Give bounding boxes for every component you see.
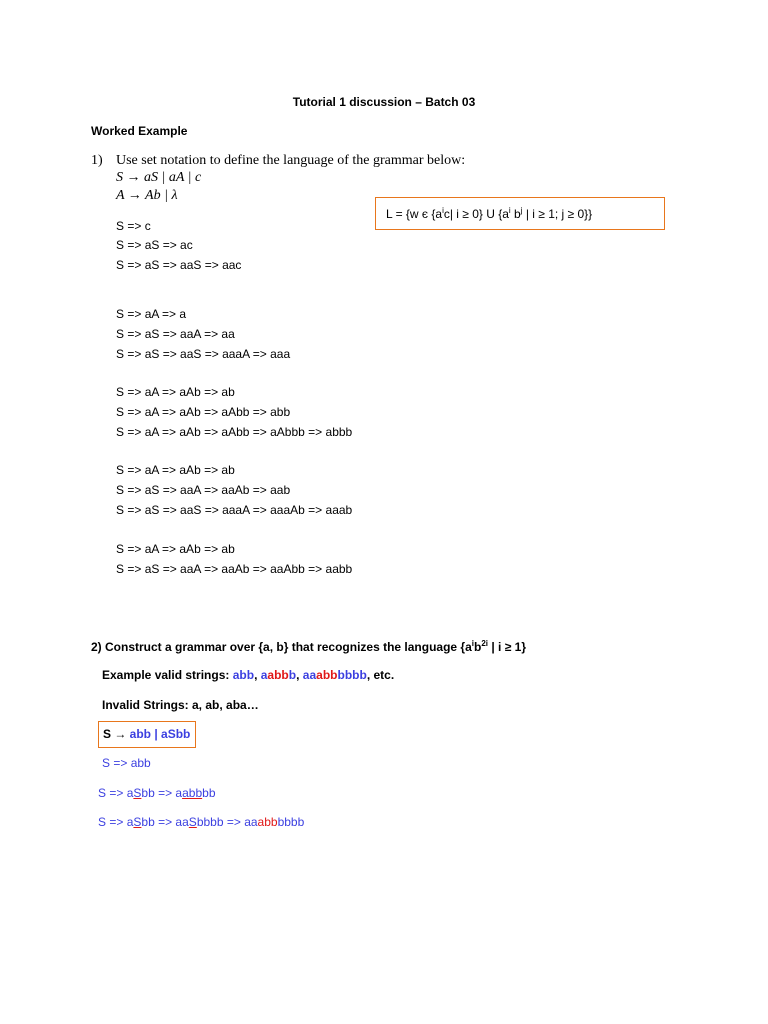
derivation-line: S => aS => aaA => aa bbox=[116, 327, 235, 341]
derivation-line: S => aA => a bbox=[116, 307, 187, 321]
q1-number: 1) bbox=[91, 153, 103, 168]
derivation-line: S => c bbox=[116, 219, 151, 233]
derivation-line: S => aS => ac bbox=[116, 238, 193, 252]
derivation-line: S => aS => aaS => aaaA => aaa bbox=[116, 347, 291, 361]
page-title: Tutorial 1 discussion – Batch 03 bbox=[292, 95, 476, 109]
q2-derivation-2: S => aSbb => aabbbb bbox=[98, 786, 216, 800]
grammar-rule-a: A → Ab | λ bbox=[116, 188, 178, 203]
grammar-answer-box bbox=[98, 721, 196, 748]
q2-derivation-3: S => aSbb => aaSbbbb => aaabbbbbb bbox=[98, 815, 305, 829]
derivation-line: S => aA => aAb => ab bbox=[116, 385, 235, 399]
valid-string-1: abb bbox=[232, 668, 255, 682]
valid-strings-line: Example valid strings: abb, aabbb, aaabbbbbb, etc. bbox=[102, 668, 395, 682]
invalid-strings-line: Invalid Strings: a, ab, aba… bbox=[102, 698, 259, 712]
derivation-line: S => aS => aaS => aaaA => aaaAb => aaab bbox=[116, 503, 353, 517]
derivation-line: S => aS => aaS => aac bbox=[116, 258, 242, 272]
q2-derivation-1: S => abb bbox=[102, 756, 151, 770]
derivation-line: S => aA => aAb => ab bbox=[116, 463, 235, 477]
derivation-line: S => aA => aAb => aAbb => abb bbox=[116, 405, 291, 419]
language-answer: L = {w є {$a^ic|$ i ≥ 0} U {$a^i$ $b^j$ | i ≥ 1; j ≥ 0}} bbox=[386, 206, 593, 221]
grammar-rule-s: S → aS | aA | c bbox=[116, 170, 202, 185]
q2-prompt: 2) Construct a grammar over {a, b} that recognizes the language {$a^ib^{2i}$ | i ≥ 1} bbox=[91, 639, 526, 654]
language-answer-box bbox=[375, 197, 665, 230]
grammar-answer: S → abb | aSbb bbox=[103, 727, 191, 741]
q1-prompt: Use set notation to define the language of the grammar below: bbox=[116, 153, 466, 168]
derivation-line: S => aS => aaA => aaAb => aaAbb => aabb bbox=[116, 562, 353, 576]
derivation-line: S => aA => aAb => ab bbox=[116, 542, 235, 556]
derivation-line: S => aA => aAb => aAbb => aAbbb => abbb bbox=[116, 425, 353, 439]
derivation-line: S => aS => aaA => aaAb => aab bbox=[116, 483, 291, 497]
worked-example-heading: Worked Example bbox=[91, 124, 188, 138]
